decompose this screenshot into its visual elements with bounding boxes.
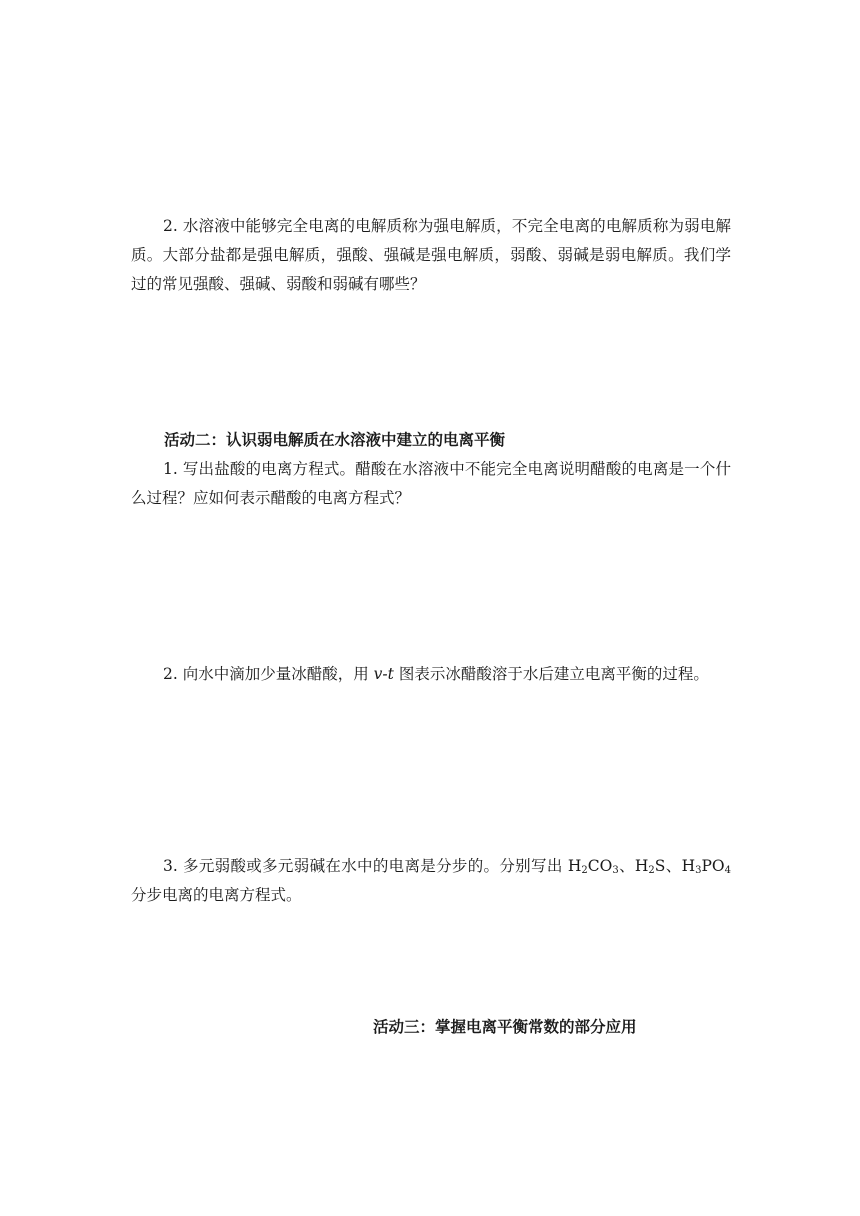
vt-graph-symbol: v-t — [373, 665, 394, 683]
separator: 、 — [665, 857, 682, 875]
question-2-text-start: 2. 向水中滴加少量冰醋酸，用 — [163, 665, 374, 683]
activity-2-heading: 活动二：认识弱电解质在水溶液中建立的电离平衡 — [164, 431, 506, 449]
activity-2-question-1: 1. 写出盐酸的电离方程式。醋酸在水溶液中不能完全电离说明醋酸的电离是一个什么过程？应如何表示醋酸的电离方程式？ — [131, 460, 731, 507]
activity-2-question-2 — [131, 654, 731, 695]
question-2-text-end: 图表示冰醋酸溶于水后建立电离平衡的过程。 — [393, 665, 709, 683]
question-3-text-end: 分步电离的电离方程式。 — [131, 886, 302, 904]
separator: 、 — [618, 857, 635, 875]
formula-phosphoric-acid: $H_3PO_4$ — [681, 857, 731, 876]
formula-hydrogen-sulfide: $H_2S$ — [634, 857, 666, 876]
formula-carbonic-acid: $H_2CO_3$ — [567, 857, 619, 876]
activity-2-question-3 — [131, 852, 731, 910]
question-3-text-start: 3. 多元弱酸或多元弱碱在水中的电离是分步的。分别写出 — [163, 857, 568, 875]
activity-3-heading: 活动三：掌握电离平衡常数的部分应用 — [373, 1018, 637, 1036]
question-2-strong-weak-electrolytes: 2. 水溶液中能够完全电离的电解质称为强电解质，不完全电离的电解质称为弱电解质。大部分盐都是强电解质，强酸、强碱是强电解质，弱酸、弱碱是弱电解质。我们学过的常见强酸、强碱、弱酸和弱碱有哪些？ — [131, 217, 731, 293]
